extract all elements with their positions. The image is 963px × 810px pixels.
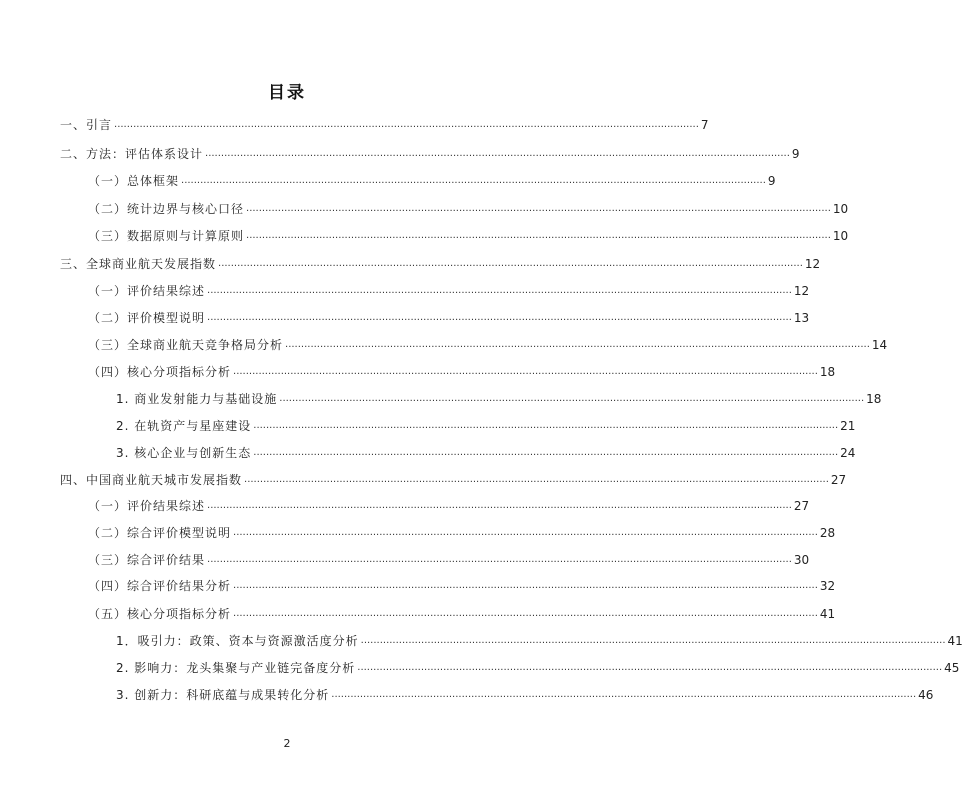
toc-entry-label: 2. 在轨资产与星座建设 bbox=[116, 419, 252, 433]
toc-leader-dots: ........................................................................................................................................................................................ bbox=[218, 258, 803, 269]
toc-entry[interactable] bbox=[88, 524, 836, 542]
toc-entry[interactable] bbox=[88, 227, 849, 245]
toc-entry-label: 2. 影响力：龙头集聚与产业链完备度分析 bbox=[116, 661, 356, 675]
toc-entry[interactable] bbox=[60, 116, 709, 134]
toc-leader-dots: ........................................................................................................................................................................................ bbox=[114, 119, 699, 130]
toc-leader-dots: ........................................................................................................................................................................................ bbox=[331, 689, 917, 700]
toc-entry[interactable] bbox=[88, 282, 810, 300]
toc-leader-dots: ........................................................................................................................................................................................ bbox=[207, 312, 792, 323]
toc-leader-dots: ........................................................................................................................................................................................ bbox=[233, 608, 818, 619]
toc-entry-page: 30 bbox=[793, 553, 810, 567]
toc-entry[interactable] bbox=[116, 417, 856, 435]
toc-entry-page: 21 bbox=[840, 419, 856, 433]
toc-entry[interactable] bbox=[116, 632, 963, 650]
toc-entry-label: 3. 核心企业与创新生态 bbox=[116, 446, 252, 460]
toc-leader-dots: ........................................................................................................................................................................................ bbox=[233, 527, 818, 538]
toc-leader-dots: ........................................................................................................................................................................................ bbox=[205, 148, 790, 159]
toc-leader-dots: ........................................................................................................................................................................................ bbox=[253, 420, 839, 431]
toc-leader-dots: ........................................................................................................................................................................................ bbox=[360, 635, 946, 646]
toc-entry[interactable] bbox=[88, 605, 836, 623]
toc-entry-page: 27 bbox=[830, 473, 847, 487]
toc-entry-page: 9 bbox=[791, 147, 800, 161]
toc-leader-dots: ........................................................................................................................................................................................ bbox=[285, 339, 870, 350]
toc-entry[interactable] bbox=[88, 363, 836, 381]
toc-leader-dots: ........................................................................................................................................................................................ bbox=[279, 393, 865, 404]
toc-entry-label: 二、方法：评估体系设计 bbox=[60, 147, 204, 161]
toc-entry[interactable] bbox=[88, 577, 836, 595]
toc-entry[interactable] bbox=[88, 309, 810, 327]
toc-entry-label: （三）全球商业航天竞争格局分析 bbox=[88, 338, 284, 352]
toc-entry-label: 一、引言 bbox=[60, 118, 113, 132]
toc-leader-dots: ........................................................................................................................................................................................ bbox=[207, 285, 792, 296]
toc-entry-page: 41 bbox=[819, 607, 836, 621]
toc-entry-label: （二）综合评价模型说明 bbox=[88, 526, 232, 540]
toc-entry-label: （一）评价结果综述 bbox=[88, 499, 206, 513]
toc-leader-dots: ........................................................................................................................................................................................ bbox=[207, 500, 792, 511]
toc-entry-page: 28 bbox=[819, 526, 836, 540]
toc-entry[interactable] bbox=[88, 336, 888, 354]
toc-entry[interactable] bbox=[116, 444, 856, 462]
toc-entry-label: 1．吸引力：政策、资本与资源激活度分析 bbox=[116, 634, 359, 648]
toc-entry-page: 41 bbox=[947, 634, 963, 648]
toc-entry[interactable] bbox=[116, 686, 934, 704]
toc-entry-label: 3. 创新力：科研底蕴与成果转化分析 bbox=[116, 688, 330, 702]
toc-entry[interactable] bbox=[116, 390, 882, 408]
toc-entry-page: 45 bbox=[944, 661, 960, 675]
toc-entry-page: 7 bbox=[700, 118, 709, 132]
toc-entry-page: 12 bbox=[804, 257, 821, 271]
toc-entry-page: 24 bbox=[840, 446, 856, 460]
toc-leader-dots: ........................................................................................................................................................................................ bbox=[181, 175, 766, 186]
toc-entry-page: 46 bbox=[918, 688, 934, 702]
toc-entry-label: （二）评价模型说明 bbox=[88, 311, 206, 325]
toc-leader-dots: ........................................................................................................................................................................................ bbox=[246, 230, 831, 241]
toc-entry-label: 四、中国商业航天城市发展指数 bbox=[60, 473, 243, 487]
toc-leader-dots: ........................................................................................................................................................................................ bbox=[207, 554, 792, 565]
toc-title: 目录 bbox=[268, 83, 306, 103]
toc-entry[interactable] bbox=[60, 471, 847, 489]
toc-entry-page: 9 bbox=[767, 174, 776, 188]
toc-leader-dots: ........................................................................................................................................................................................ bbox=[357, 662, 943, 673]
toc-entry-page: 14 bbox=[871, 338, 888, 352]
toc-entry[interactable] bbox=[88, 172, 776, 190]
toc-entry-label: 1. 商业发射能力与基础设施 bbox=[116, 392, 278, 406]
toc-entry[interactable] bbox=[88, 551, 810, 569]
toc-entry-page: 12 bbox=[793, 284, 810, 298]
toc-entry-page: 32 bbox=[819, 579, 836, 593]
toc-entry-page: 13 bbox=[793, 311, 810, 325]
toc-leader-dots: ........................................................................................................................................................................................ bbox=[233, 580, 818, 591]
toc-entry[interactable] bbox=[116, 659, 960, 677]
toc-entry-label: （四）综合评价结果分析 bbox=[88, 579, 232, 593]
toc-entry-label: （一）总体框架 bbox=[88, 174, 180, 188]
toc-entry-label: （一）评价结果综述 bbox=[88, 284, 206, 298]
toc-entry[interactable] bbox=[60, 255, 821, 273]
toc-entry[interactable] bbox=[60, 145, 800, 163]
toc-entry-label: （三）数据原则与计算原则 bbox=[88, 229, 245, 243]
toc-entry-page: 27 bbox=[793, 499, 810, 513]
toc-leader-dots: ........................................................................................................................................................................................ bbox=[233, 366, 818, 377]
toc-entry-page: 18 bbox=[819, 365, 836, 379]
toc-leader-dots: ........................................................................................................................................................................................ bbox=[244, 474, 829, 485]
toc-leader-dots: ........................................................................................................................................................................................ bbox=[253, 447, 839, 458]
page-number: 2 bbox=[283, 737, 291, 750]
toc-entry-page: 10 bbox=[832, 229, 849, 243]
toc-entry-label: （四）核心分项指标分析 bbox=[88, 365, 232, 379]
toc-leader-dots: ........................................................................................................................................................................................ bbox=[246, 203, 831, 214]
toc-entry[interactable] bbox=[88, 200, 849, 218]
toc-entry-label: （三）综合评价结果 bbox=[88, 553, 206, 567]
toc-entry-page: 10 bbox=[832, 202, 849, 216]
toc-entry-label: （五）核心分项指标分析 bbox=[88, 607, 232, 621]
toc-entry[interactable] bbox=[88, 497, 810, 515]
toc-entry-label: （二）统计边界与核心口径 bbox=[88, 202, 245, 216]
toc-entry-page: 18 bbox=[866, 392, 882, 406]
toc-entry-label: 三、全球商业航天发展指数 bbox=[60, 257, 217, 271]
